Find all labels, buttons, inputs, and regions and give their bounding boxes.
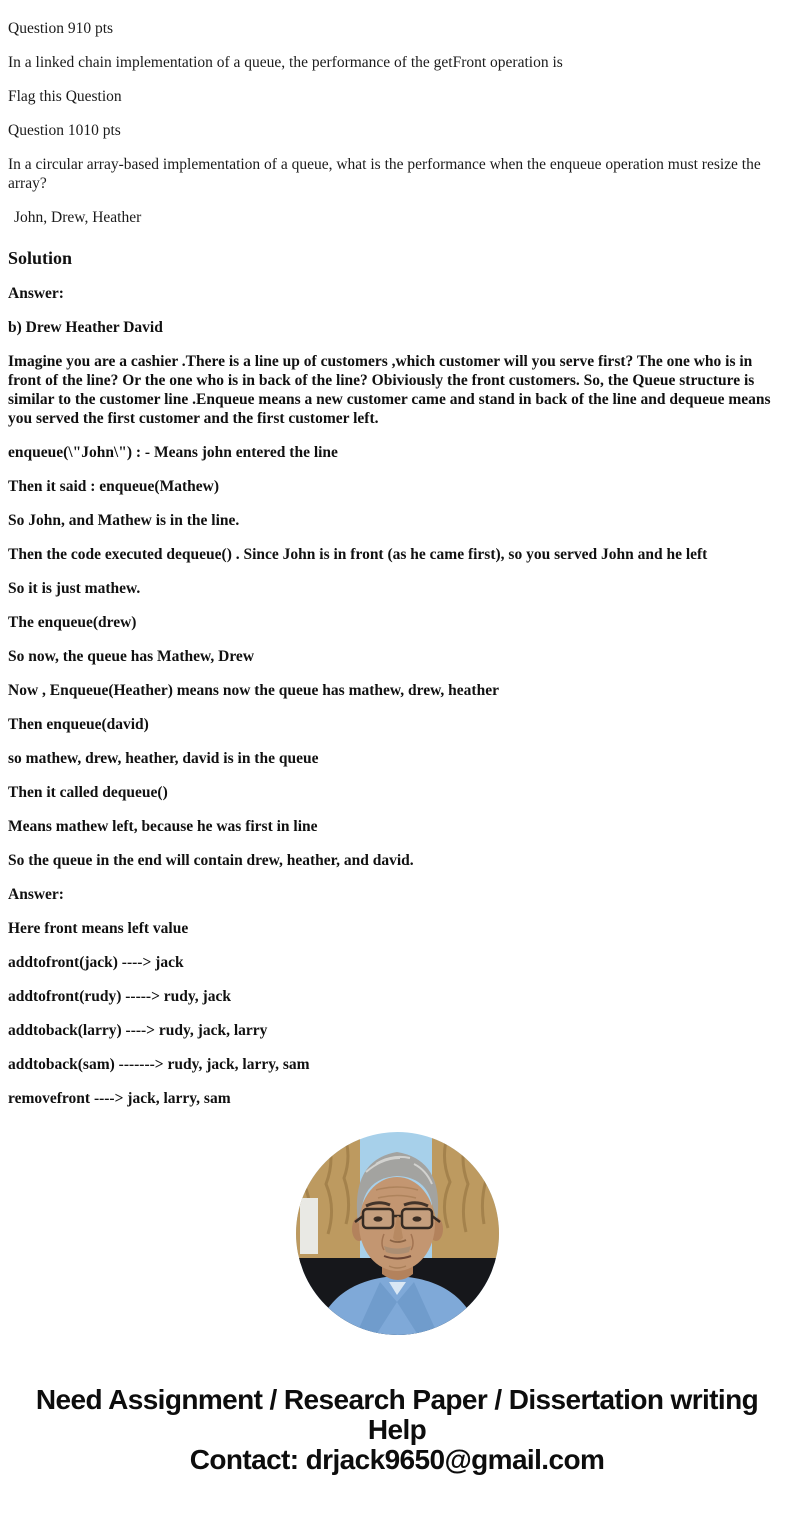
solution-section [8, 248, 786, 1108]
solution-paragraph: So now, the queue has Mathew, Drew [8, 648, 255, 665]
solution-paragraph: So the queue in the end will contain drew, heather, and david. [8, 852, 414, 869]
flag-question-link[interactable]: Flag this Question [8, 88, 122, 105]
selected-answer: John, Drew, Heather [14, 209, 142, 226]
solution-paragraph: Means mathew left, because he was first in line [8, 818, 318, 835]
solution-answer-choice: b) Drew Heather David [8, 319, 163, 336]
footer [15, 1385, 779, 1475]
solution-answer-label: Answer: [8, 886, 64, 903]
question-9-header: Question 910 pts [8, 20, 114, 37]
solution-paragraph: The enqueue(drew) [8, 614, 137, 631]
solution-trace-line: removefront ----> jack, larry, sam [8, 1090, 231, 1107]
quiz-section [8, 19, 786, 227]
solution-paragraph: enqueue(\"John\") : - Means john entered the line [8, 444, 338, 461]
solution-paragraph: Now , Enqueue(Heather) means now the queue has mathew, drew, heather [8, 682, 499, 699]
solution-heading: Solution [8, 248, 73, 268]
solution-trace-line: addtoback(sam) -------> rudy, jack, larry, sam [8, 1056, 310, 1073]
solution-paragraph: So it is just mathew. [8, 580, 141, 597]
solution-paragraph: Then the code executed dequeue() . Since John is in front (as he came first), so you served John and he left [8, 546, 708, 563]
question-10-header: Question 1010 pts [8, 122, 121, 139]
footer-help-text: Need Assignment / Research Paper / Dissertation writing Help [35, 1384, 759, 1445]
solution-paragraph: So John, and Mathew is in the line. [8, 512, 240, 529]
solution-paragraph: Then it called dequeue() [8, 784, 168, 801]
solution-trace-line: addtofront(rudy) -----> rudy, jack [8, 988, 231, 1005]
photo-frame-strip [300, 1198, 318, 1254]
solution-paragraph: Here front means left value [8, 920, 189, 937]
question-10-text: In a circular array-based implementation of a queue, what is the performance when the enqueue operation must resize the array? [8, 156, 761, 192]
solution-paragraph: Then enqueue(david) [8, 716, 149, 733]
solution-paragraph: Then it said : enqueue(Mathew) [8, 478, 219, 495]
solution-trace-line: addtoback(larry) ----> rudy, jack, larry [8, 1022, 268, 1039]
solution-explanation: Imagine you are a cashier .There is a line up of customers ,which customer will you serve first? The one who is in front of the line? Or the one who is in back of the line? Obiviously the front customers. So, the Queue structure is similar to the customer line .Enqueue means a new customer came and stand in back of the line and dequeue means you served the first customer and the first customer left. [8, 353, 771, 427]
solution-trace-line: addtofront(jack) ----> jack [8, 954, 184, 971]
tutor-photo-block [8, 1132, 786, 1335]
solution-answer-label: Answer: [8, 285, 64, 302]
tutor-photo [296, 1132, 499, 1335]
question-9-text: In a linked chain implementation of a queue, the performance of the getFront operation is [8, 54, 563, 71]
footer-contact-text: Contact: drjack9650@gmail.com [189, 1444, 605, 1475]
solution-paragraph: so mathew, drew, heather, david is in the queue [8, 750, 319, 767]
